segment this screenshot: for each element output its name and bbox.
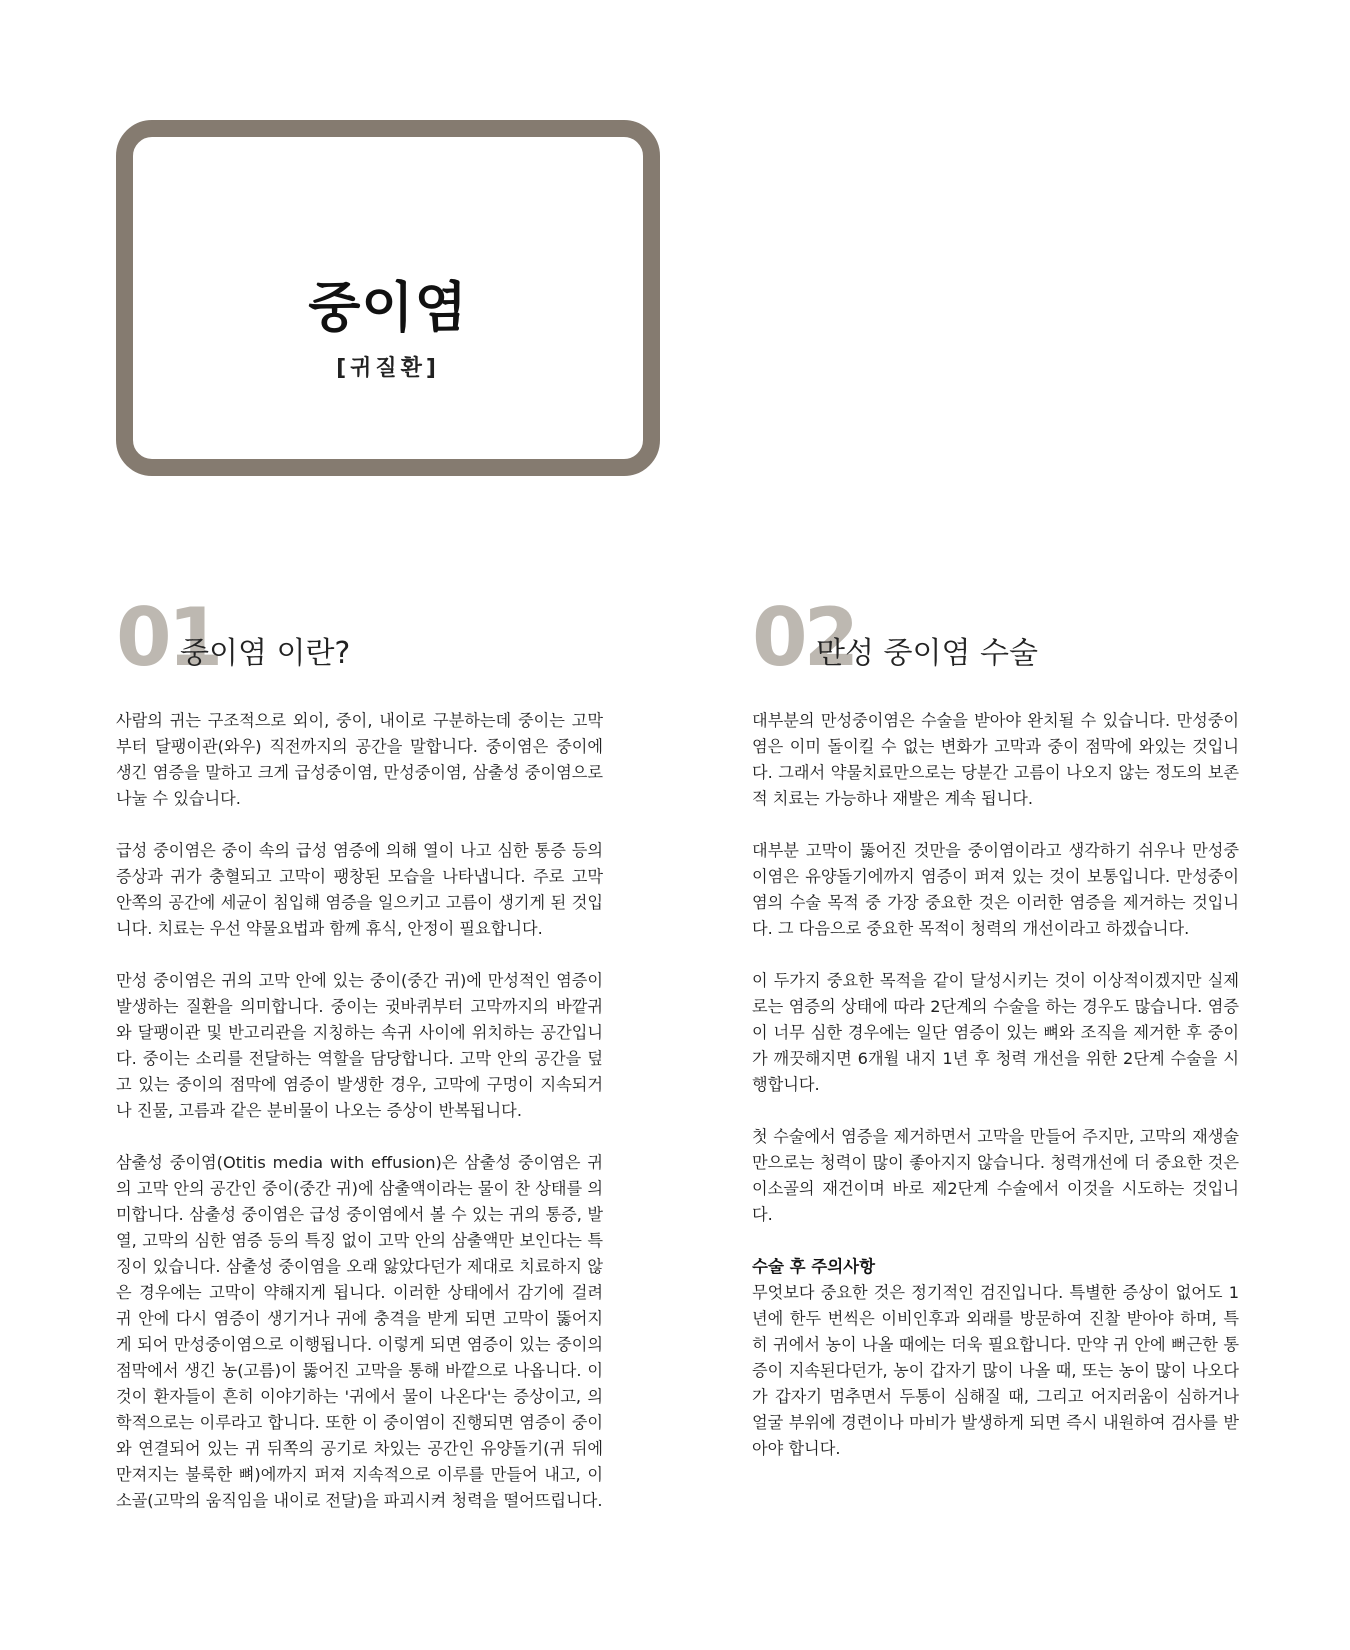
section-title: 만성 중이염 수술 <box>816 636 1038 671</box>
paragraph: 첫 수술에서 염증을 제거하면서 고막을 만들어 주지만, 고막의 재생술만으로는 청력이 많이 좋아지지 않습니다. 청력개선에 더 중요한 것은 이소골의 재건이며 바로 제2단계 수술에서 이것을 시도하는 것입니다. <box>752 1127 1239 1224</box>
caution-heading: 수술 후 주의사항 <box>752 1257 876 1276</box>
paragraph: 만성 중이염은 귀의 고막 안에 있는 중이(중간 귀)에 만성적인 염증이 발생하는 질환을 의미합니다. 중이는 귓바퀴부터 고막까지의 바깥귀와 달팽이관 및 반고리관을 지칭하는 속귀 사이에 위치하는 공간입니다. 중이는 소리를 전달하는 역할을 담당합니다. 고막 안의 공간을 덮고 있는 중이의 점막에 염증이 발생한 경우, 고막에 구멍이 지속되거나 진물, 고름과 같은 분비물이 나오는 증상이 반복됩니다. <box>116 971 603 1120</box>
paragraph: 급성 중이염은 중이 속의 급성 염증에 의해 열이 나고 심한 통증 등의 증상과 귀가 충혈되고 고막이 팽창된 모습을 나타냅니다. 주로 고막 안쪽의 공간에 세균이 침입해 염증을 일으키고 고름이 생기게 된 것입니다. 치료는 우선 약물요법과 함께 휴식, 안정이 필요합니다. <box>116 841 603 938</box>
page-title: 중이염 <box>308 276 468 339</box>
title-box <box>116 120 660 476</box>
paragraph: 삼출성 중이염(Otitis media with effusion)은 삼출성 중이염은 귀의 고막 안의 공간인 중이(중간 귀)에 삼출액이라는 물이 찬 상태를 의미합니다. 삼출성 중이염은 급성 중이염에서 볼 수 있는 귀의 통증, 발열, 고막의 심한 염증 등의 특징 없이 고막 안의 삼출액만 보인다는 특징이 있습니다. 삼출성 중이염을 오래 앓았다던가 제대로 치료하지 않은 경우에는 고막이 약해지게 됩니다. 이러한 상태에서 감기에 걸려 귀 안에 다시 염증이 생기거나 귀에 충격을 받게 되면 고막이 뚫어지게 되어 만성중이염으로 이행됩니다. 이렇게 되면 염증이 있는 중이의 점막에서 생긴 농(고름)이 뚫어진 고막을 통해 바깥으로 나옵니다. 이것이 환자들이 흔히 이야기하는 '귀에서 물이 나온다'는 증상이고, 의학적으로는 이루라고 합니다. 또한 이 중이염이 진행되면 염증이 중이와 연결되어 있는 귀 뒤쪽의 공기로 차있는 공간인 유양돌기(귀 뒤에 만져지는 불룩한 뼈)에까지 퍼져 지속적으로 이루를 만들어 내고, 이소골(고막의 움직임을 내이로 전달)을 파괴시켜 청력을 떨어뜨립니다. <box>116 1153 603 1510</box>
section-chronic-otitis-surgery <box>752 591 1239 1488</box>
section-title: 중이염 이란? <box>180 636 351 671</box>
paragraph: 이 두가지 중요한 목적을 같이 달성시키는 것이 이상적이겠지만 실제로는 염증의 상태에 따라 2단계의 수술을 하는 경우도 많습니다. 염증이 너무 심한 경우에는 일단 염증이 있는 뼈와 조직을 제거한 후 중이가 깨끗해지면 6개월 내지 1년 후 청력 개선을 위한 2단계 수술을 시행합니다. <box>752 971 1239 1094</box>
section-what-is-otitis-media <box>116 591 603 1540</box>
section-number: 01 <box>116 591 220 684</box>
section-heading <box>116 591 603 708</box>
page-subtitle: [귀질환] <box>336 356 440 381</box>
paragraph: 사람의 귀는 구조적으로 외이, 중이, 내이로 구분하는데 중이는 고막부터 달팽이관(와우) 직전까지의 공간을 말합니다. 중이염은 중이에 생긴 염증을 말하고 크게 급성중이염, 만성중이염, 삼출성 중이염으로 나눌 수 있습니다. <box>116 711 603 808</box>
section-number: 02 <box>752 591 856 684</box>
caution-paragraph: 무엇보다 중요한 것은 정기적인 검진입니다. 특별한 증상이 없어도 1년에 한두 번씩은 이비인후과 외래를 방문하여 진찰 받아야 하며, 특히 귀에서 농이 나올 때에는 더욱 필요합니다. 만약 귀 안에 뻐근한 통증이 지속된다던가, 농이 갑자기 많이 나올 때, 또는 농이 많이 나오다가 갑자기 멈추면서 두통이 심해질 때, 그리고 어지러움이 심하거나 얼굴 부위에 경련이나 마비가 발생하게 되면 즉시 내원하여 검사를 받아야 합니다. <box>752 1283 1239 1458</box>
paragraph: 대부분 고막이 뚫어진 것만을 중이염이라고 생각하기 쉬우나 만성중이염은 유양돌기에까지 염증이 퍼져 있는 것이 보통입니다. 만성중이염의 수술 목적 중 가장 중요한 것은 이러한 염증을 제거하는 것입니다. 그 다음으로 중요한 목적이 청력의 개선이라고 하겠습니다. <box>752 841 1239 938</box>
paragraph: 대부분의 만성중이염은 수술을 받아야 완치될 수 있습니다. 만성중이염은 이미 돌이킬 수 없는 변화가 고막과 중이 점막에 와있는 것입니다. 그래서 약물치료만으로는 당분간 고름이 나오지 않는 정도의 보존적 치료는 가능하나 재발은 계속 됩니다. <box>752 711 1239 808</box>
section-heading <box>752 591 1239 708</box>
